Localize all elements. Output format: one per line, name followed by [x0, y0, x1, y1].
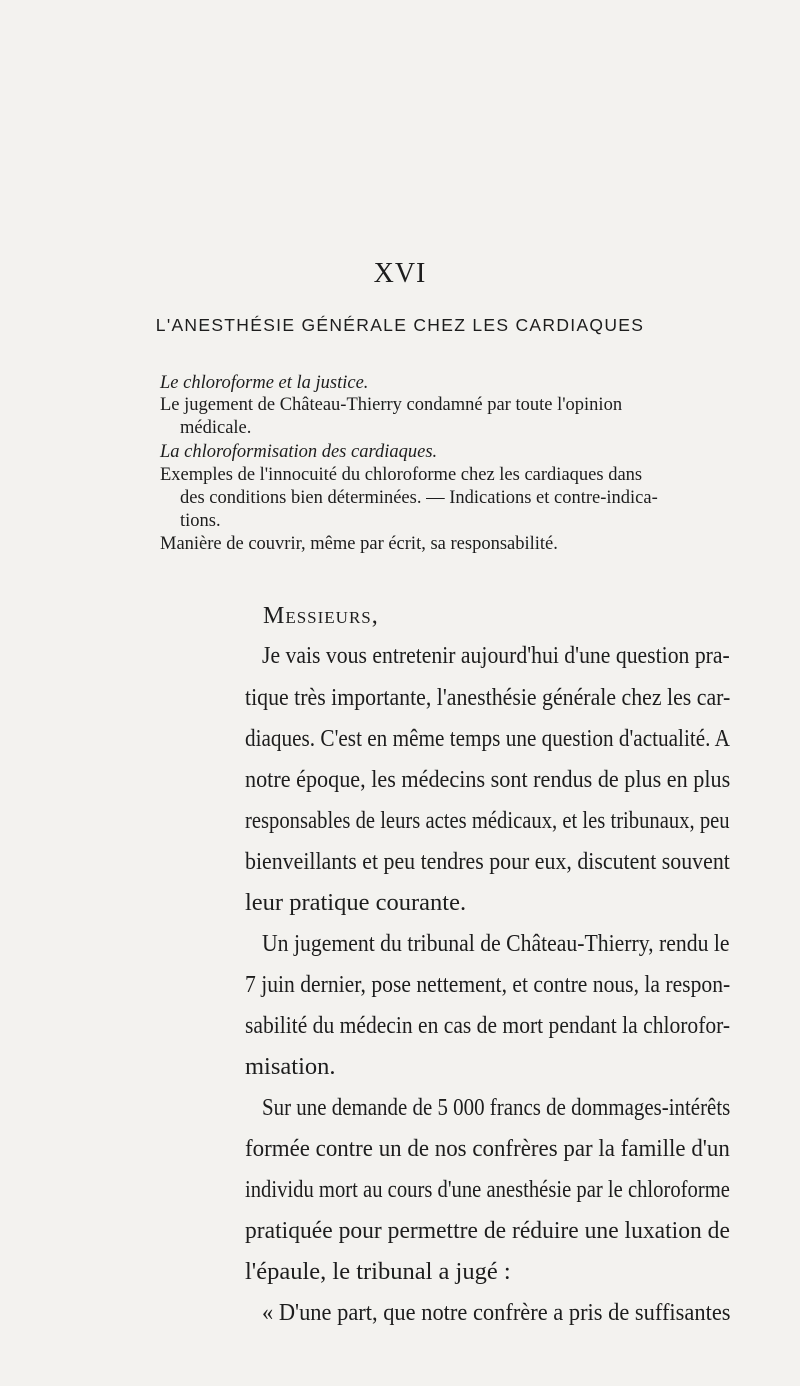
body-line: responsables de leurs actes médicaux, et les tribunaux, peu	[245, 807, 730, 834]
body-line: Un jugement du tribunal de Château-Thierry, rendu le	[262, 930, 730, 957]
summary-line: Le chloroforme et la justice.	[160, 373, 369, 393]
salutation: Messieurs,	[263, 603, 379, 629]
summary-line: médicale.	[180, 418, 252, 438]
summary-line: tions.	[180, 511, 221, 531]
summary-line: Le jugement de Château-Thierry condamné par toute l'opinion	[160, 395, 623, 415]
body-line: Sur une demande de 5 000 francs de dommages-intérêts	[262, 1094, 731, 1121]
chapter-title: L'ANESTHÉSIE GÉNÉRALE CHEZ LES CARDIAQUES	[155, 315, 645, 335]
summary-line: des conditions bien déterminées. — Indications et contre-indica-	[180, 488, 658, 508]
body-line: « D'une part, que notre confrère a pris de suffisantes	[262, 1299, 731, 1326]
body-line: notre époque, les médecins sont rendus de plus en plus	[245, 766, 731, 793]
chapter-number: XVI	[373, 258, 427, 289]
body-line: Je vais vous entretenir aujourd'hui d'une question pra-	[262, 642, 730, 669]
body-line: misation.	[245, 1053, 336, 1080]
body-line: bienveillants et peu tendres pour eux, discutent souvent	[245, 848, 730, 875]
body-line: tique très importante, l'anesthésie générale chez les car-	[245, 684, 731, 711]
summary-line: La chloroformisation des cardiaques.	[160, 442, 438, 462]
summary-line: Manière de couvrir, même par écrit, sa responsabilité.	[160, 534, 558, 554]
body-line: pratiquée pour permettre de réduire une luxation de	[245, 1217, 730, 1244]
body-line: individu mort au cours d'une anesthésie par le chloroforme	[245, 1176, 730, 1203]
body-line: l'épaule, le tribunal a jugé :	[245, 1258, 511, 1285]
body-line: 7 juin dernier, pose nettement, et contre nous, la respon-	[245, 971, 731, 998]
body-line: sabilité du médecin en cas de mort pendant la chlorofor-	[245, 1012, 731, 1039]
body-line: formée contre un de nos confrères par la famille d'un	[245, 1135, 730, 1162]
summary-line: Exemples de l'innocuité du chloroforme chez les cardiaques dans	[160, 465, 643, 485]
body-line: diaques. C'est en même temps une question d'actualité. A	[245, 725, 730, 752]
body-line: leur pratique courante.	[245, 889, 467, 916]
